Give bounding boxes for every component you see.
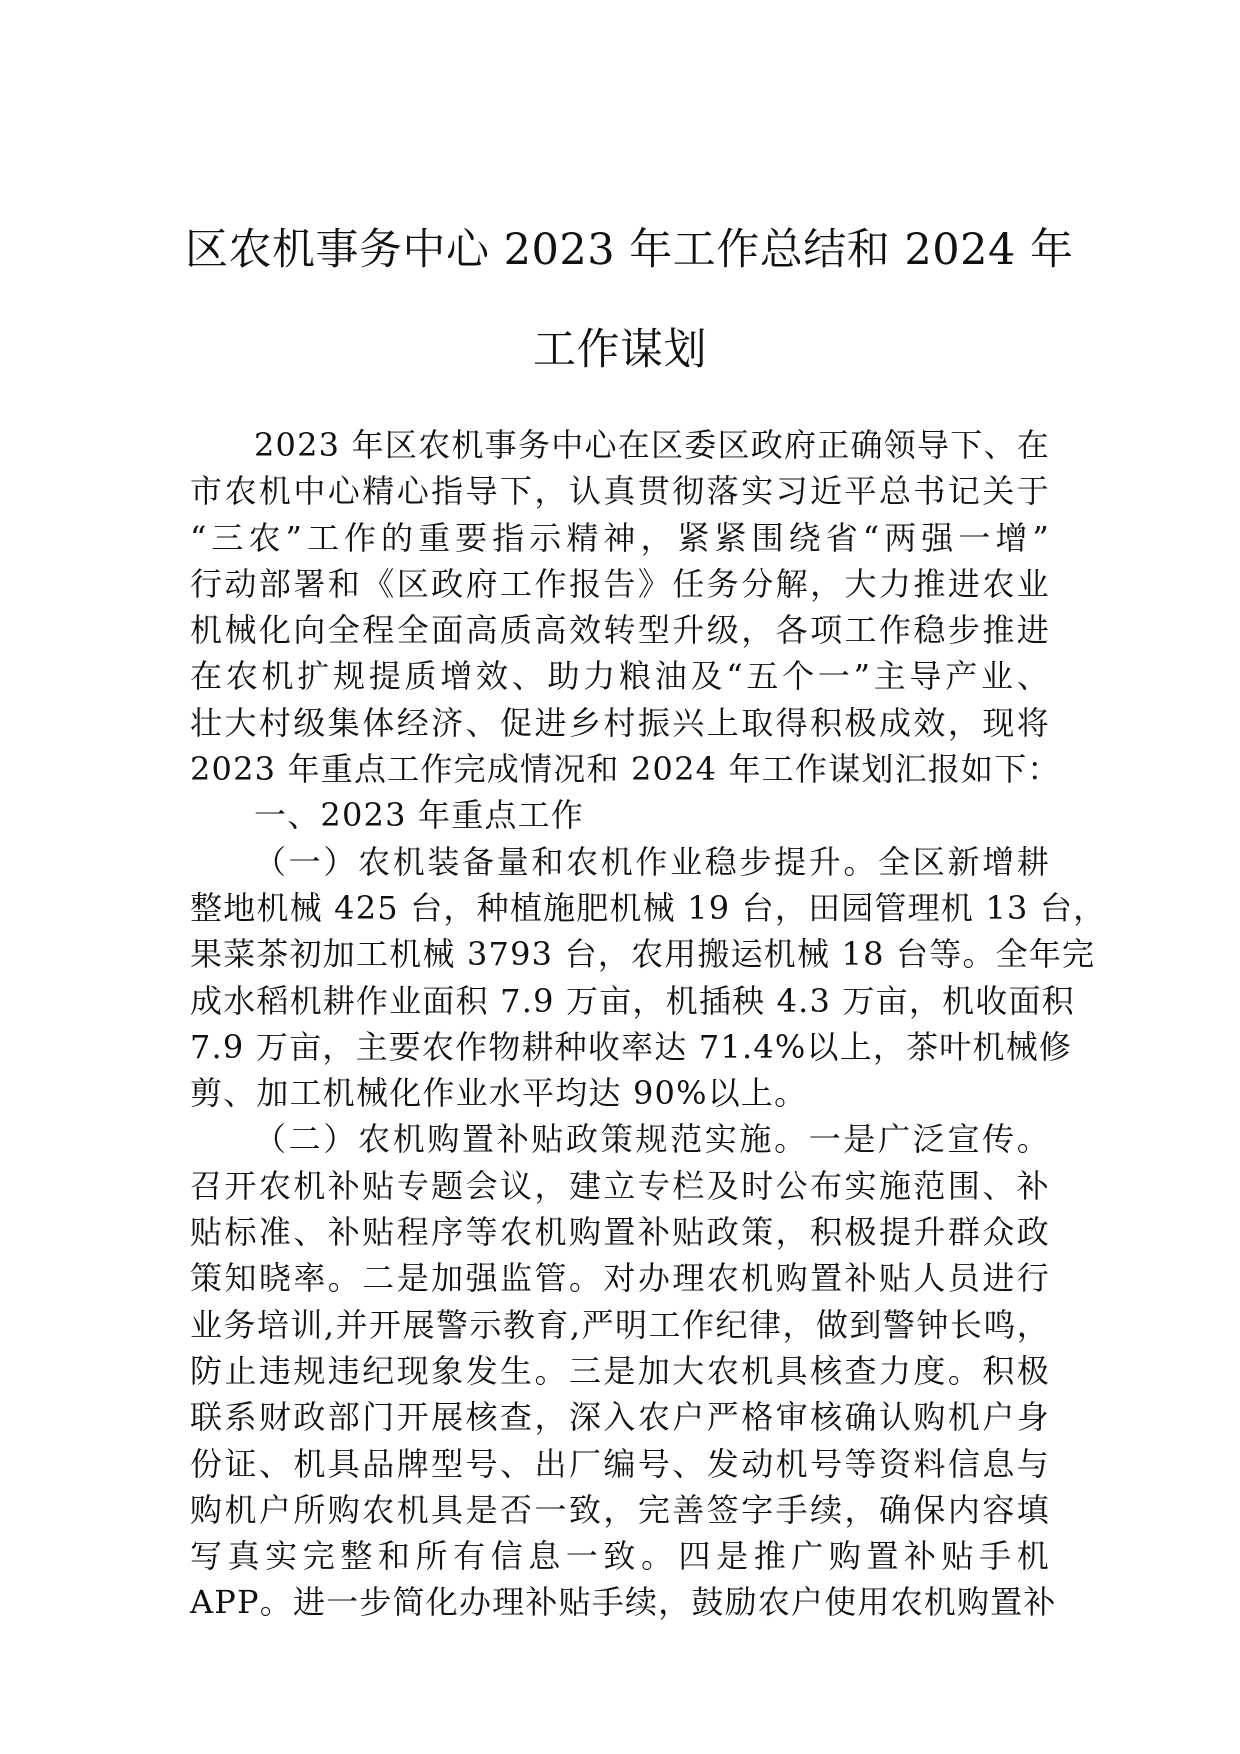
body-text-line: 份证、机具品牌型号、出厂编号、发动机号等资料信息与: [190, 1444, 1050, 1483]
body-text-line: APP。进一步简化办理补贴手续，鼓励农户使用农机购置补: [190, 1583, 1057, 1622]
body-text-line: 整地机械 425 台，种植施肥机械 19 台，田园管理机 13 台，: [190, 888, 1107, 927]
body-text-line: 一、2023 年重点工作: [254, 796, 585, 835]
body-text-line: 贴标准、补贴程序等农机购置补贴政策，积极提升群众政: [190, 1213, 1050, 1252]
body-text-line: 2023 年重点工作完成情况和 2024 年工作谋划汇报如下：: [190, 750, 1061, 789]
document-title: [185, 200, 1074, 400]
body-text-line: （一）农机装备量和农机作业稳步提升。全区新增耕: [254, 842, 1050, 881]
document-body: [190, 422, 1107, 1626]
body-text-line: （二）农机购置补贴政策规范实施。一是广泛宣传。: [254, 1120, 1050, 1159]
body-text-line: 成水稻机耕作业面积 7.9 万亩，机插秧 4.3 万亩，机收面积: [190, 981, 1075, 1020]
body-text-line: 机械化向全程全面高质高效转型升级，各项工作稳步推进: [190, 611, 1050, 650]
body-text-line: 2023 年区农机事务中心在区委区政府正确领导下、在: [254, 426, 1050, 464]
body-text-line: 果菜茶初加工机械 3793 台，农用搬运机械 18 台等。全年完: [190, 935, 1096, 974]
body-text-line: 业务培训,并开展警示教育,严明工作纪律，做到警钟长鸣，: [190, 1305, 1050, 1344]
body-text-line: 购机户所购农机具是否一致，完善签字手续，确保内容填: [190, 1490, 1050, 1529]
body-text-line: 市农机中心精心指导下，认真贯彻落实习近平总书记关于: [190, 472, 1050, 511]
body-text-line: 壮大村级集体经济、促进乡村振兴上取得积极成效，现将: [190, 703, 1050, 742]
body-text-line: 剪、加工机械化作业水平均达 90%以上。: [190, 1074, 808, 1113]
body-text-line: 策知晓率。二是加强监管。对办理农机购置补贴人员进行: [190, 1259, 1050, 1298]
body-text-line: 7.9 万亩，主要农作物耕种收率达 71.4%以上，茶叶机械修: [190, 1027, 1073, 1066]
body-text-line: “三农”工作的重要指示精神，紧紧围绕省“两强一增”: [190, 518, 1050, 557]
title-line-2: 工作谋划: [533, 325, 707, 375]
body-text-line: 召开农机补贴专题会议，建立专栏及时公布实施范围、补: [190, 1166, 1050, 1205]
body-text-line: 写真实完整和所有信息一致。四是推广购置补贴手机: [190, 1537, 1050, 1576]
body-text-line: 在农机扩规提质增效、助力粮油及“五个一”主导产业、: [190, 657, 1050, 696]
body-text-line: 行动部署和《区政府工作报告》任务分解，大力推进农业: [190, 564, 1050, 603]
body-text-line: 防止违规违纪现象发生。三是加大农机具核查力度。积极: [190, 1351, 1050, 1390]
title-line-1: 区农机事务中心 2023 年工作总结和 2024 年: [185, 225, 1074, 275]
body-text-line: 联系财政部门开展核查，深入农户严格审核确认购机户身: [190, 1398, 1050, 1437]
